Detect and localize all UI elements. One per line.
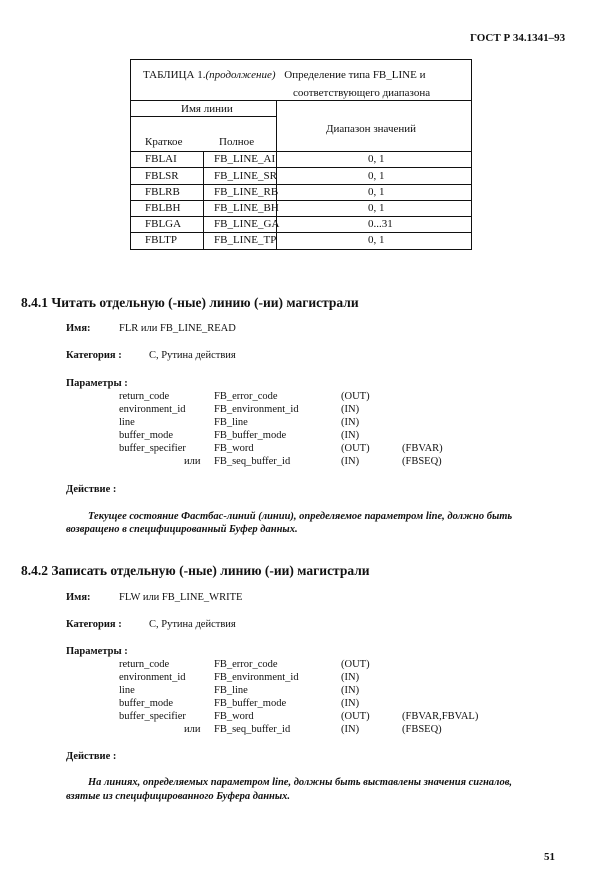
row-short: FBLTP	[145, 234, 178, 246]
param-name: return_code	[119, 391, 170, 402]
category-value: С, Рутина действия	[149, 619, 236, 630]
name-value: FLR или FB_LINE_READ	[119, 323, 236, 334]
col-group-header: Имя линии	[181, 103, 233, 115]
param-type: FB_line	[214, 685, 248, 696]
row-full: FB_LINE_AI	[214, 153, 276, 165]
param-name: buffer_specifier	[119, 443, 186, 454]
param-dir: (IN)	[341, 685, 360, 696]
action-label: Действие :	[66, 484, 117, 495]
table-caption-line2: соответствующего диапазона	[293, 87, 431, 99]
param-type: FB_error_code	[214, 391, 278, 402]
param-name: line	[119, 685, 135, 696]
param-dir: (OUT)	[341, 711, 370, 722]
row-full: FB_LINE_RB	[214, 186, 279, 198]
param-note: (FBVAR,FBVAL)	[402, 711, 479, 722]
name-label: Имя:	[66, 323, 91, 334]
row-short: FBLGA	[145, 218, 182, 230]
row-short: FBLRB	[145, 186, 180, 198]
col-range-header: Диапазон значений	[326, 123, 417, 135]
action-text: возвращено в специфицированный Буфер данных.	[66, 524, 298, 535]
section-title: 8.4.2 Записать отдельную (-ные) линию (-ии) магистрали	[21, 563, 370, 578]
param-dir: (IN)	[341, 430, 360, 441]
param-note: (FBSEQ)	[402, 456, 442, 467]
param-name: environment_id	[119, 404, 186, 415]
param-name: environment_id	[119, 672, 186, 683]
row-range: 0, 1	[368, 170, 385, 182]
page-number: 51	[544, 851, 555, 863]
param-dir: (IN)	[341, 698, 360, 709]
action-text: Текущее состояние Фастбас-линий (линии), определяемое параметром line, должно быть	[88, 511, 513, 522]
row-range: 0...31	[368, 218, 393, 230]
param-type: FB_seq_buffer_id	[214, 724, 291, 735]
row-full: FB_LINE_BH	[214, 202, 279, 214]
param-note: (FBVAR)	[402, 443, 443, 454]
line-type-table	[130, 59, 472, 250]
param-dir: (IN)	[341, 404, 360, 415]
param-dir: (IN)	[341, 417, 360, 428]
param-type: FB_seq_buffer_id	[214, 456, 291, 467]
param-type: FB_environment_id	[214, 672, 299, 683]
row-full: FB_LINE_SR	[214, 170, 277, 182]
action-text: На линиях, определяемых параметром line, должны быть выставлены значения сигналов,	[88, 777, 513, 788]
row-range: 0, 1	[368, 202, 385, 214]
row-range: 0, 1	[368, 186, 385, 198]
param-type: FB_environment_id	[214, 404, 299, 415]
category-label: Категория :	[66, 619, 122, 630]
param-type: FB_error_code	[214, 659, 278, 670]
params-label: Параметры :	[66, 378, 128, 389]
row-short: FBLAI	[145, 153, 177, 165]
param-type: FB_buffer_mode	[214, 430, 287, 441]
category-label: Категория :	[66, 350, 122, 361]
param-name: или	[184, 456, 201, 467]
param-name: line	[119, 417, 135, 428]
category-value: С, Рутина действия	[149, 350, 236, 361]
row-range: 0, 1	[368, 234, 385, 246]
row-short: FBLSR	[145, 170, 179, 182]
name-label: Имя:	[66, 592, 91, 603]
param-dir: (OUT)	[341, 659, 370, 670]
param-dir: (OUT)	[341, 391, 370, 402]
action-label: Действие :	[66, 751, 117, 762]
row-full: FB_LINE_TP	[214, 234, 277, 246]
name-value: FLW или FB_LINE_WRITE	[119, 592, 243, 603]
param-dir: (IN)	[341, 724, 360, 735]
param-name: buffer_specifier	[119, 711, 186, 722]
param-type: FB_line	[214, 417, 248, 428]
param-type: FB_word	[214, 711, 254, 722]
row-range: 0, 1	[368, 153, 385, 165]
param-dir: (OUT)	[341, 443, 370, 454]
col-full-header: Полное	[219, 136, 255, 148]
param-name: return_code	[119, 659, 170, 670]
param-name: или	[184, 724, 201, 735]
param-type: FB_word	[214, 443, 254, 454]
param-name: buffer_mode	[119, 698, 174, 709]
row-full: FB_LINE_GA	[214, 218, 280, 230]
param-type: FB_buffer_mode	[214, 698, 287, 709]
param-name: buffer_mode	[119, 430, 174, 441]
param-note: (FBSEQ)	[402, 724, 442, 735]
action-text: взятые из специфицированного Буфера данных.	[66, 791, 291, 802]
param-dir: (IN)	[341, 456, 360, 467]
param-dir: (IN)	[341, 672, 360, 683]
table-caption: ТАБЛИЦА 1.(продолжение) Определение типа FB_LINE и	[143, 69, 426, 81]
col-short-header: Краткое	[145, 136, 183, 148]
document-code: ГОСТ Р 34.1341–93	[470, 32, 566, 44]
params-label: Параметры :	[66, 646, 128, 657]
section-title: 8.4.1 Читать отдельную (-ные) линию (-ии) магистрали	[21, 295, 359, 310]
row-short: FBLBH	[145, 202, 181, 214]
